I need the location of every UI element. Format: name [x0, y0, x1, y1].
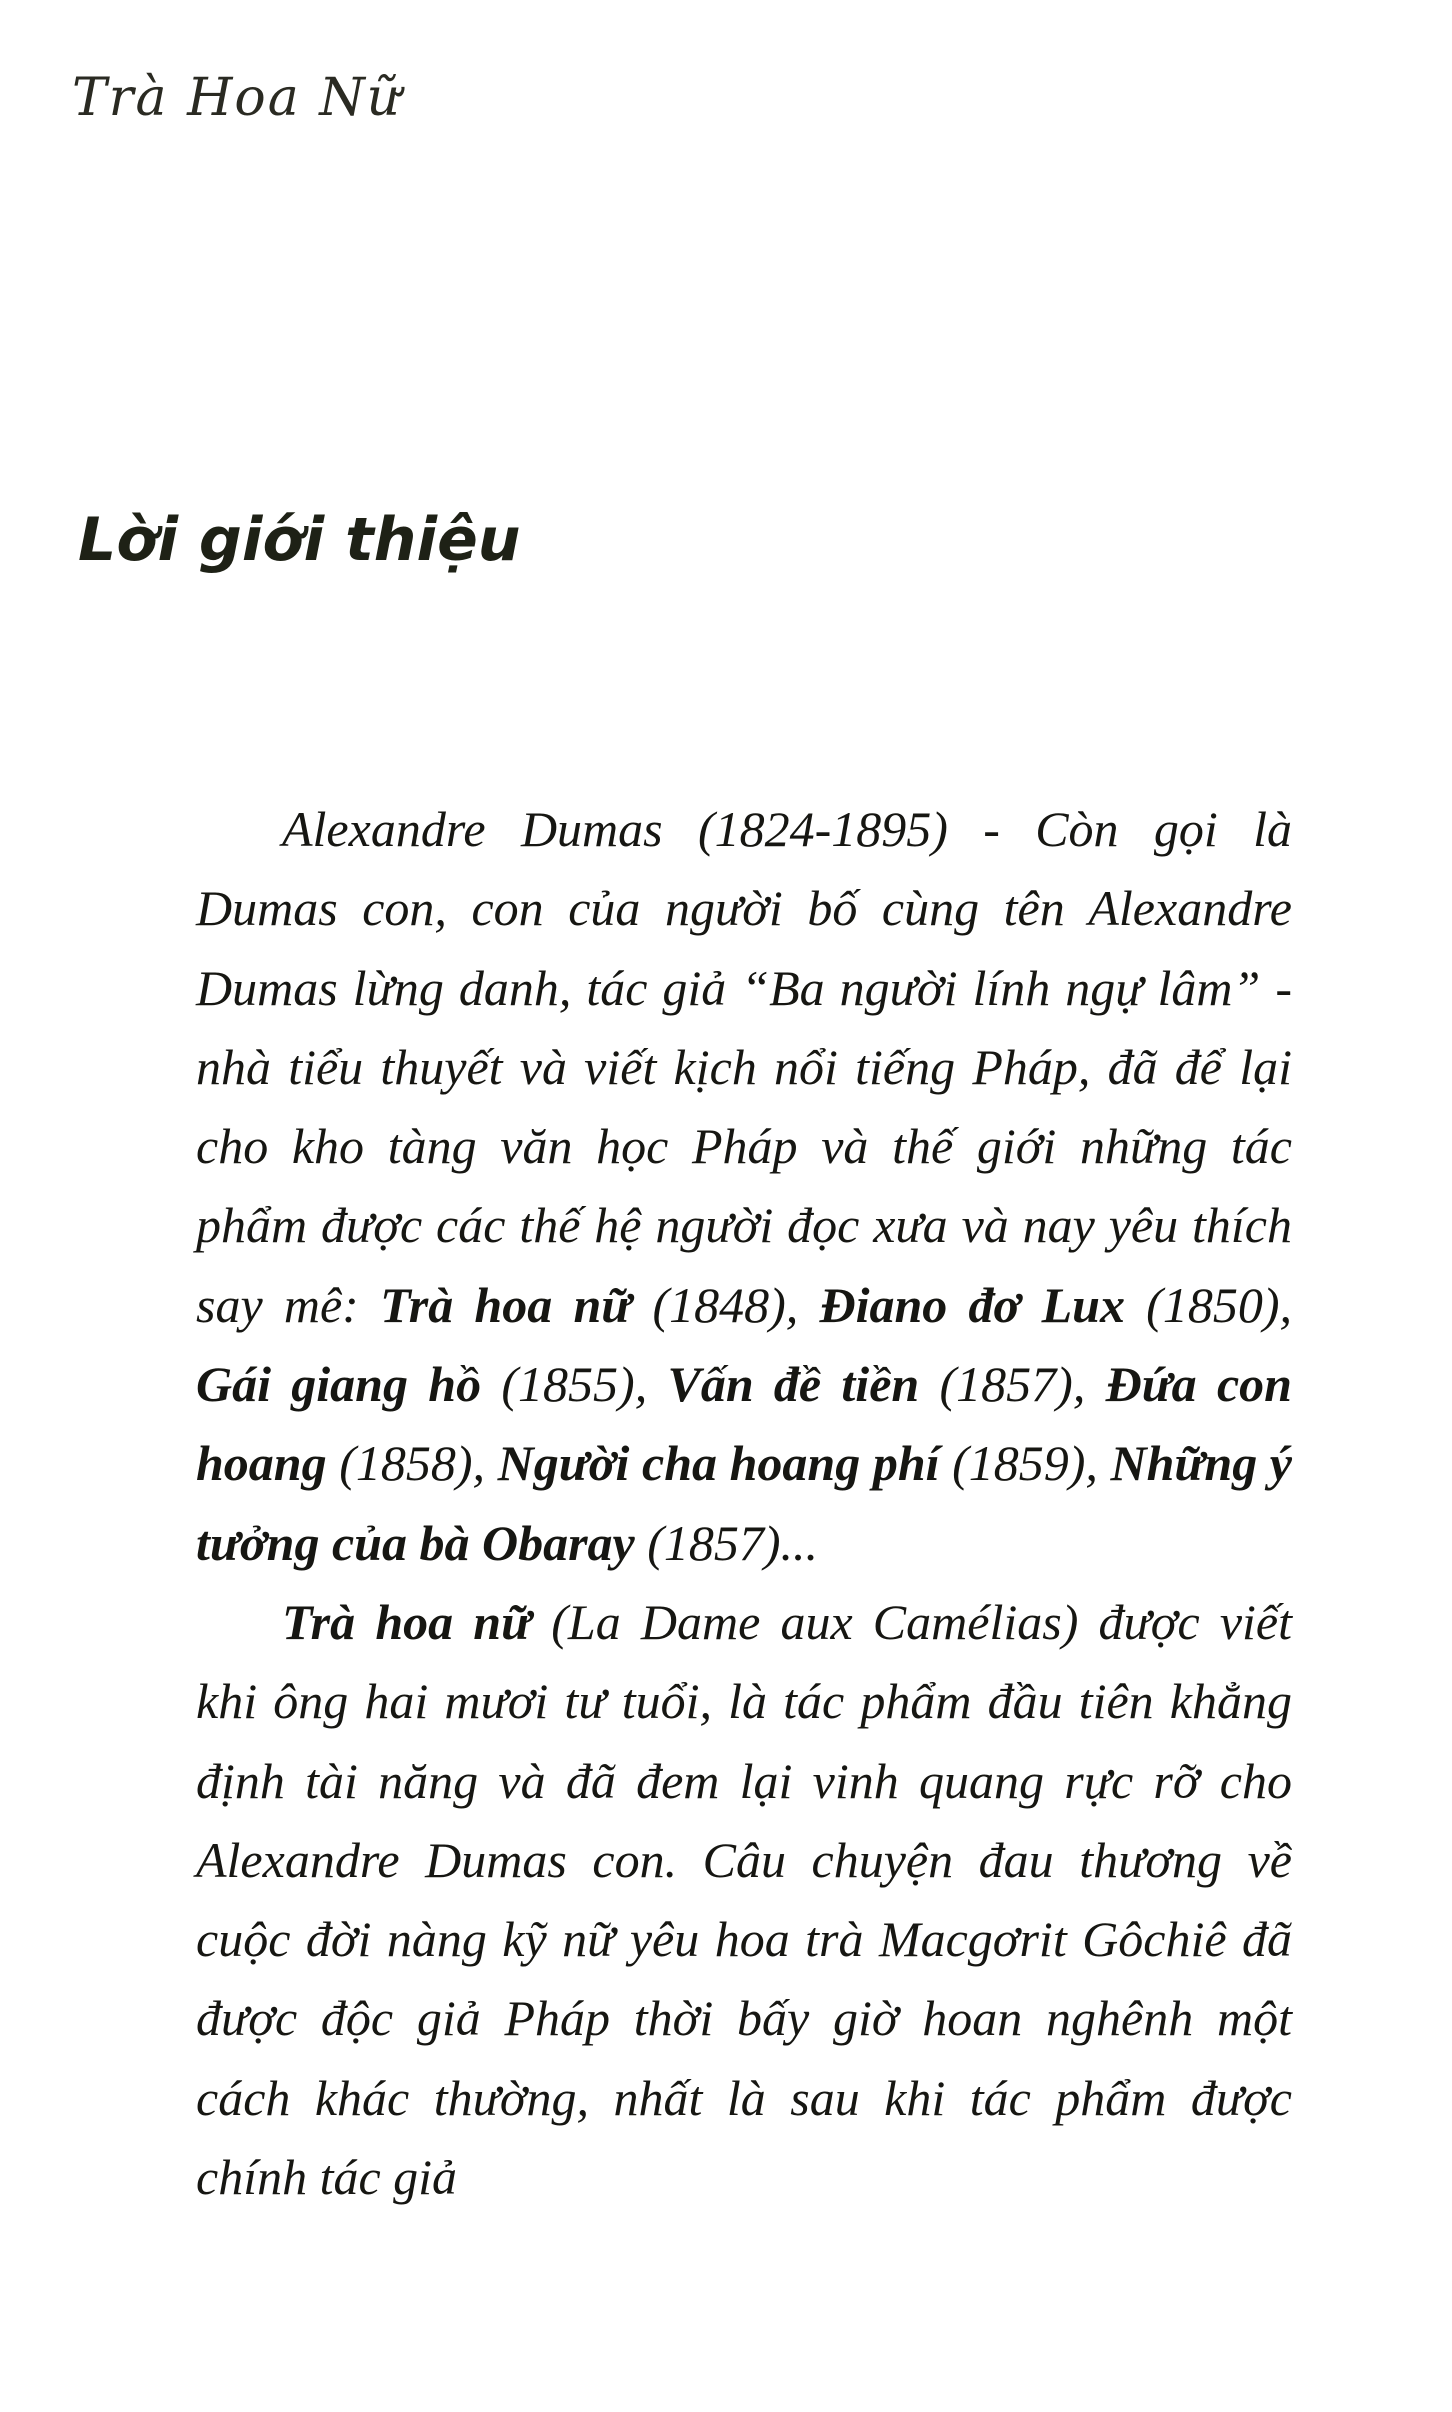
text-segment: (1859),	[939, 1435, 1111, 1492]
running-head-book-title: Trà Hoa Nữ	[72, 68, 403, 128]
work-title-tra-hoa-nu: Trà hoa nữ	[282, 1593, 532, 1650]
work-title-gai-giang-ho: Gái giang hồ	[196, 1356, 482, 1413]
text-segment: (1855),	[481, 1356, 668, 1413]
text-segment: Alexandre Dumas (1824-1895) - Còn gọi là Dumas con, con của người bố cùng tên Alexandre Dumas lừng danh, tác giả “Ba người lính ngự lâm” - nhà tiểu thuyết và viết kịch nổi tiếng Pháp, đã để lại cho kho tàng văn học Pháp và thế giới những tác phẩm được các thế hệ người đọc xưa và nay yêu thích say mê:	[196, 801, 1292, 1333]
text-segment: (La Dame aux Camélias) được viết khi ông hai mươi tư tuổi, là tác phẩm đầu tiên khẳng định tài năng và đã đem lại vinh quang rực rỡ cho Alexandre Dumas con. Câu chuyện đau thương về cuộc đời nàng kỹ nữ yêu hoa trà Macgơrit Gôchiê đã được độc giả Pháp thời bấy giờ hoan nghênh một cách khác thường, nhất là sau khi tác phẩm được chính tác giả	[196, 1593, 1292, 2206]
text-segment: (1857),	[919, 1356, 1106, 1413]
work-title-diano-do-lux: Điano đơ Lux	[819, 1276, 1125, 1333]
text-segment: (1857)...	[634, 1514, 819, 1571]
body-text	[196, 790, 1292, 2217]
chapter-title: Lời giới thiệu	[78, 505, 521, 575]
work-title-tra-hoa-nu: Trà hoa nữ	[380, 1276, 632, 1333]
work-title-dua-con-hoang: Đứa con hoang	[196, 1356, 1292, 1492]
text-segment: (1858),	[326, 1435, 498, 1492]
work-title-nhung-y-tuong: Những ý tưởng của bà Obaray	[196, 1435, 1292, 1571]
text-segment: (1850),	[1124, 1276, 1292, 1333]
work-title-nguoi-cha-hoang-phi: Người cha hoang phí	[497, 1435, 940, 1492]
paragraph-2	[196, 1583, 1292, 2217]
paragraph-1	[196, 790, 1292, 1583]
text-segment: (1848),	[631, 1276, 820, 1333]
work-title-van-de-tien: Vấn đề tiền	[667, 1356, 920, 1413]
